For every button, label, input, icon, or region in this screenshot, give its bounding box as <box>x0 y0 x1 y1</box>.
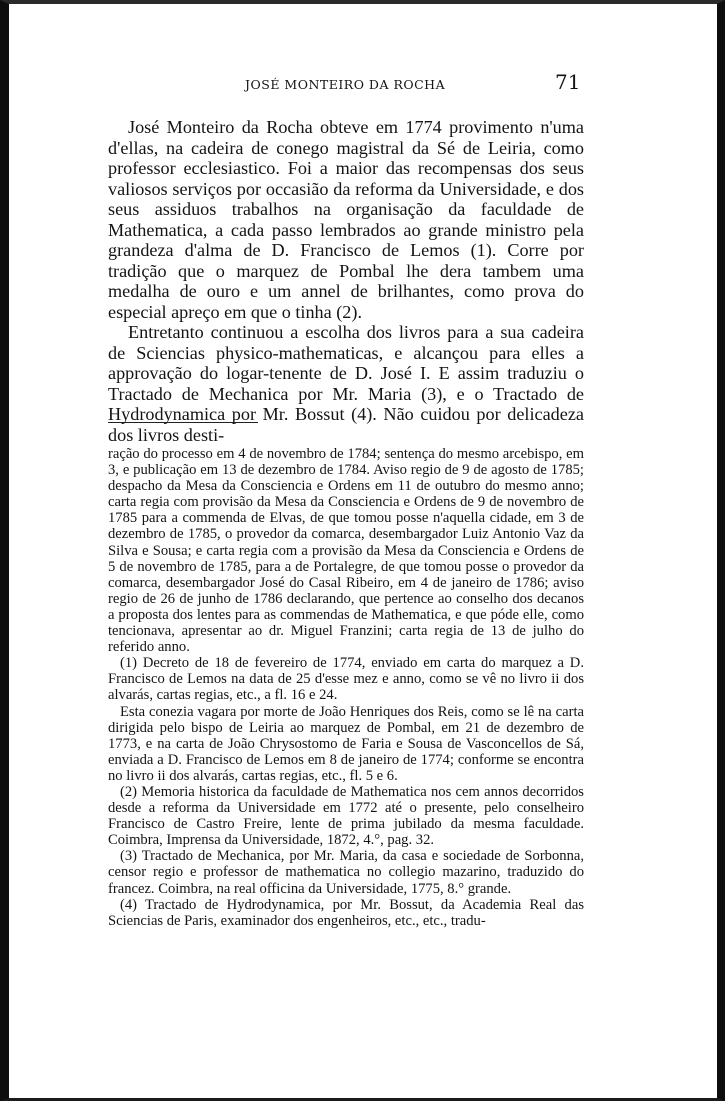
footnotes <box>108 446 584 929</box>
footnote-1: (1) Decreto de 18 de fevereiro de 1774, enviado em carta do marquez a D. Francisco de Lemos na data de 25 d'esse mez e anno, como se vê no livro ii dos alvarás, cartas regias, etc., a fl. 16 e 24. <box>108 655 584 704</box>
footnote-1-continued: Esta conezia vagara por morte de João Henriques dos Reis, como se lê na carta dirigida pelo bispo de Leiria ao marquez de Pombal, em 21 de dezembro de 1773, e na carta de João Chrysostomo de Faria e Sousa de Vasconcellos de Sá, enviada a D. Francisco de Lemos em 8 de janeiro de 1774; conforme se encontra no livro ii dos alvarás, cartas regias, etc., fl. 5 e 6. <box>108 703 584 784</box>
footnote-4: (4) Tractado de Hydrodynamica, por Mr. Bossut, da Academia Real das Sciencias de Paris, examinador dos engenheiros, etc., etc., tradu- <box>108 896 584 929</box>
main-text <box>108 117 584 445</box>
footnote-3: (3) Tractado de Mechanica, por Mr. Maria, da casa e sociedade de Sorbonna, censor regio e professor de mathematica no collegio mazarino, traduzido do francez. Coimbra, na real officina da Universidade, 1775, 8.° grande. <box>108 848 584 897</box>
footnote-continuation: ração do processo em 4 de novembro de 1784; sentença do mesmo arcebispo, em 3, e publicação em 13 de dezembro de 1784. Aviso regio de 9 de agosto de 1785; despacho da Mesa da Consciencia e Ordens em 11 de outubro do mesmo anno; carta regia com provisão da Mesa da Consciencia e Ordens de 9 de novembro de 1785 para a commenda de Elvas, de que tomou posse n'aquella cidade, em 3 de dezembro de 1785, o provedor da comarca, desembargador Luiz Antonio Vaz da Silva e Sousa; e carta regia com a provisão da Mesa da Consciencia e Ordens de 5 de novembro de 1785, para a de Portalegre, de que tomou posse o provedor da comarca, desembargador José do Casal Ribeiro, em 4 de janeiro de 1786; aviso regio de 26 de junho de 1786 declarando, que pertence ao conselho dos decanos a proposta dos lentes para as commendas de Mathematica, e que póde elle, como tencionava, apresentar ao dr. Miguel Franzini; carta regia de 13 de julho do referido anno. <box>108 446 584 656</box>
paragraph-2: Entretanto continuou a escolha dos livros para a sua cadeira de Sciencias physico-mathematicas, e alcançou para elles a approvação do logar-tenente de D. José I. E assim traduziu o Tractado de Mechanica por Mr. Maria (3), e o Tractado de Hydrodynamica por Mr. Bossut (4). Não cuidou por delicadeza dos livros desti- <box>108 322 584 445</box>
footnote-2: (2) Memoria historica da faculdade de Mathematica nos cem annos decorridos desde a reforma da Universidade em 1772 até o presente, pelo conselheiro Francisco de Castro Freire, lente de prima jubilado da mesma faculdade. Coimbra, Imprensa da Universidade, 1872, 4.°, pag. 32. <box>108 783 584 849</box>
footnote-rule <box>108 422 258 423</box>
paragraph-1: José Monteiro da Rocha obteve em 1774 provimento n'uma d'ellas, na cadeira de conego magistral da Sé de Leiria, como professor ecclesiastico. Foi a maior das recompensas dos seus valiosos serviços por occasião da reforma da Universidade, e dos seus assiduos trabalhos na organisação da faculdade de Mathematica, a cada passo lembrados ao grande ministro pela grandeza d'alma de D. Francisco de Lemos (1). Corre por tradição que o marquez de Pombal lhe dera tambem uma medalha de ouro e um annel de brilhantes, como prova do especial apreço em que o tinha (2). <box>108 117 584 322</box>
page-number: 71 <box>555 70 581 94</box>
running-header: JOSÉ MONTEIRO DA ROCHA <box>245 77 446 92</box>
